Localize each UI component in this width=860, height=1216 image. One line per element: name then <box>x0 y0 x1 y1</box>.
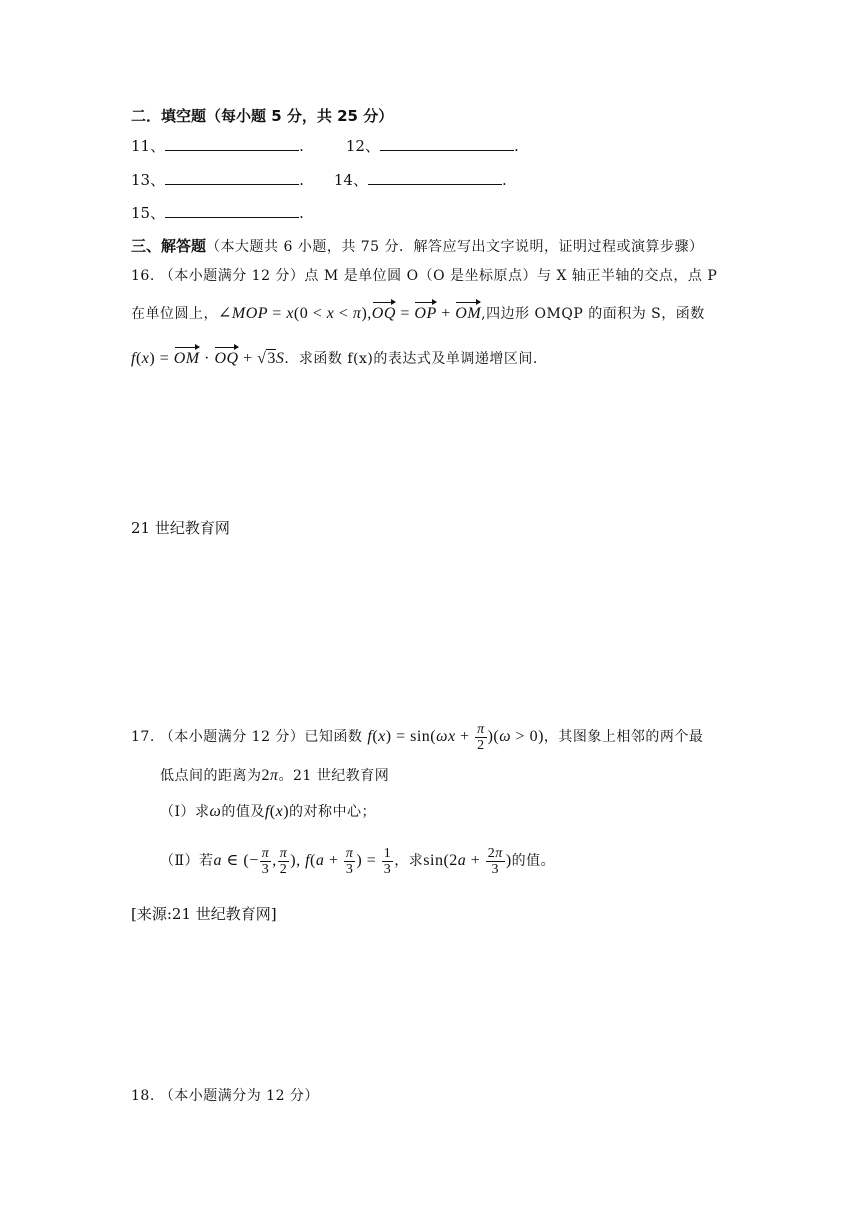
blank-end-15: . <box>299 204 304 222</box>
answer-blank-13[interactable] <box>165 170 299 185</box>
q17-formula-condition: a ∈ (− $\frac{\pi}{3}$ , $\frac{\pi}{2}$ ), f(a + $\frac{\pi}{3}$ ) = $\frac{1}{3}$ <box>213 846 392 877</box>
q16-line-2-suffix: ,四边形 OMQP 的面积为 S，函数 <box>481 306 705 322</box>
q17-line-1-prefix: 17. （本小题满分 12 分）已知函数 <box>131 729 363 746</box>
q16-line-3 <box>131 345 538 369</box>
q16-line-3-suffix: ．求函数 f(x)的表达式及单调递增区间. <box>284 351 538 367</box>
blank-row-15 <box>131 203 304 223</box>
q17-formula-fx: f(x) <box>264 803 290 820</box>
q17-part-2-prefix: （Ⅱ）若 <box>160 853 214 870</box>
answer-blank-14[interactable] <box>368 170 502 185</box>
q17-part-1 <box>160 802 376 822</box>
q16-formula-function: f(x) = OM · OQ + √3S <box>131 350 284 367</box>
q16-formula-angle: ∠MOP = x(0 < x < π),OQ = OP + OM <box>218 305 481 322</box>
blank-number-11: 11、 <box>131 137 166 155</box>
section-3-heading <box>131 236 704 257</box>
q18-line-1: 18. （本小题满分为 12 分） <box>131 1088 319 1104</box>
q17-formula-function: f(x) = sin(ωx + $\frac{\pi}{2}$ )(ω > 0) <box>367 722 544 753</box>
blank-number-15: 15、 <box>131 204 166 222</box>
q17-formula-target: sin(2a + $\frac{2\pi}{3}$ ) <box>423 846 512 877</box>
blank-number-12: 12、 <box>345 137 380 155</box>
blank-row-13-14 <box>131 170 507 190</box>
q17-line-2-tail: 。21 世纪教育网 <box>278 768 390 784</box>
q16-line-2 <box>131 300 705 324</box>
q17-part-2 <box>160 846 555 877</box>
q16-line-1: 16. （本小题满分 12 分）点 M 是单位圆 O（O 是坐标原点）与 X 轴正半轴的交点，点 P <box>131 268 718 284</box>
answer-blank-11[interactable] <box>165 136 299 151</box>
section-3-instructions: （本大题共 6 小题，共 75 分．解答应写出文字说明，证明过程或演算步骤） <box>206 239 704 255</box>
blank-end-12: . <box>513 137 519 155</box>
blank-end-11: . <box>299 137 304 155</box>
q17-line-2 <box>160 766 389 786</box>
q17-part-2-suffix: 的值。 <box>511 853 556 870</box>
q17-line-1 <box>131 722 703 753</box>
section-2-heading: 二．填空题（每小题 5 分，共 25 分） <box>131 107 394 125</box>
answer-blank-15[interactable] <box>165 203 299 218</box>
q16-line-2-prefix: 在单位圆上， <box>131 306 218 322</box>
blank-row-11-12 <box>131 136 519 156</box>
q17-formula-distance: 2π <box>261 767 279 784</box>
watermark-text: 21 世纪教育网 <box>131 519 230 537</box>
q17-part-1-mid: 的值及 <box>221 804 265 820</box>
q17-line-2-text: 低点间的距离为 <box>160 768 262 784</box>
q17-part-1-suffix: 的对称中心； <box>289 804 377 820</box>
answer-blank-12[interactable] <box>380 136 514 151</box>
blank-end-13: . <box>299 171 304 189</box>
section-3-title: 三、解答题 <box>131 237 207 255</box>
blank-end-14: . <box>501 171 507 189</box>
q17-part-1-prefix: （Ⅰ）求 <box>160 804 210 820</box>
q17-part-2-mid: ，求 <box>394 853 424 870</box>
blank-number-13: 13、 <box>131 171 166 189</box>
blank-number-14: 14、 <box>333 171 368 189</box>
q17-formula-omega: ω <box>209 803 222 820</box>
q17-line-1-suffix: ，其图象上相邻的两个最 <box>543 729 704 746</box>
source-note: [来源:21 世纪教育网] <box>131 905 277 923</box>
